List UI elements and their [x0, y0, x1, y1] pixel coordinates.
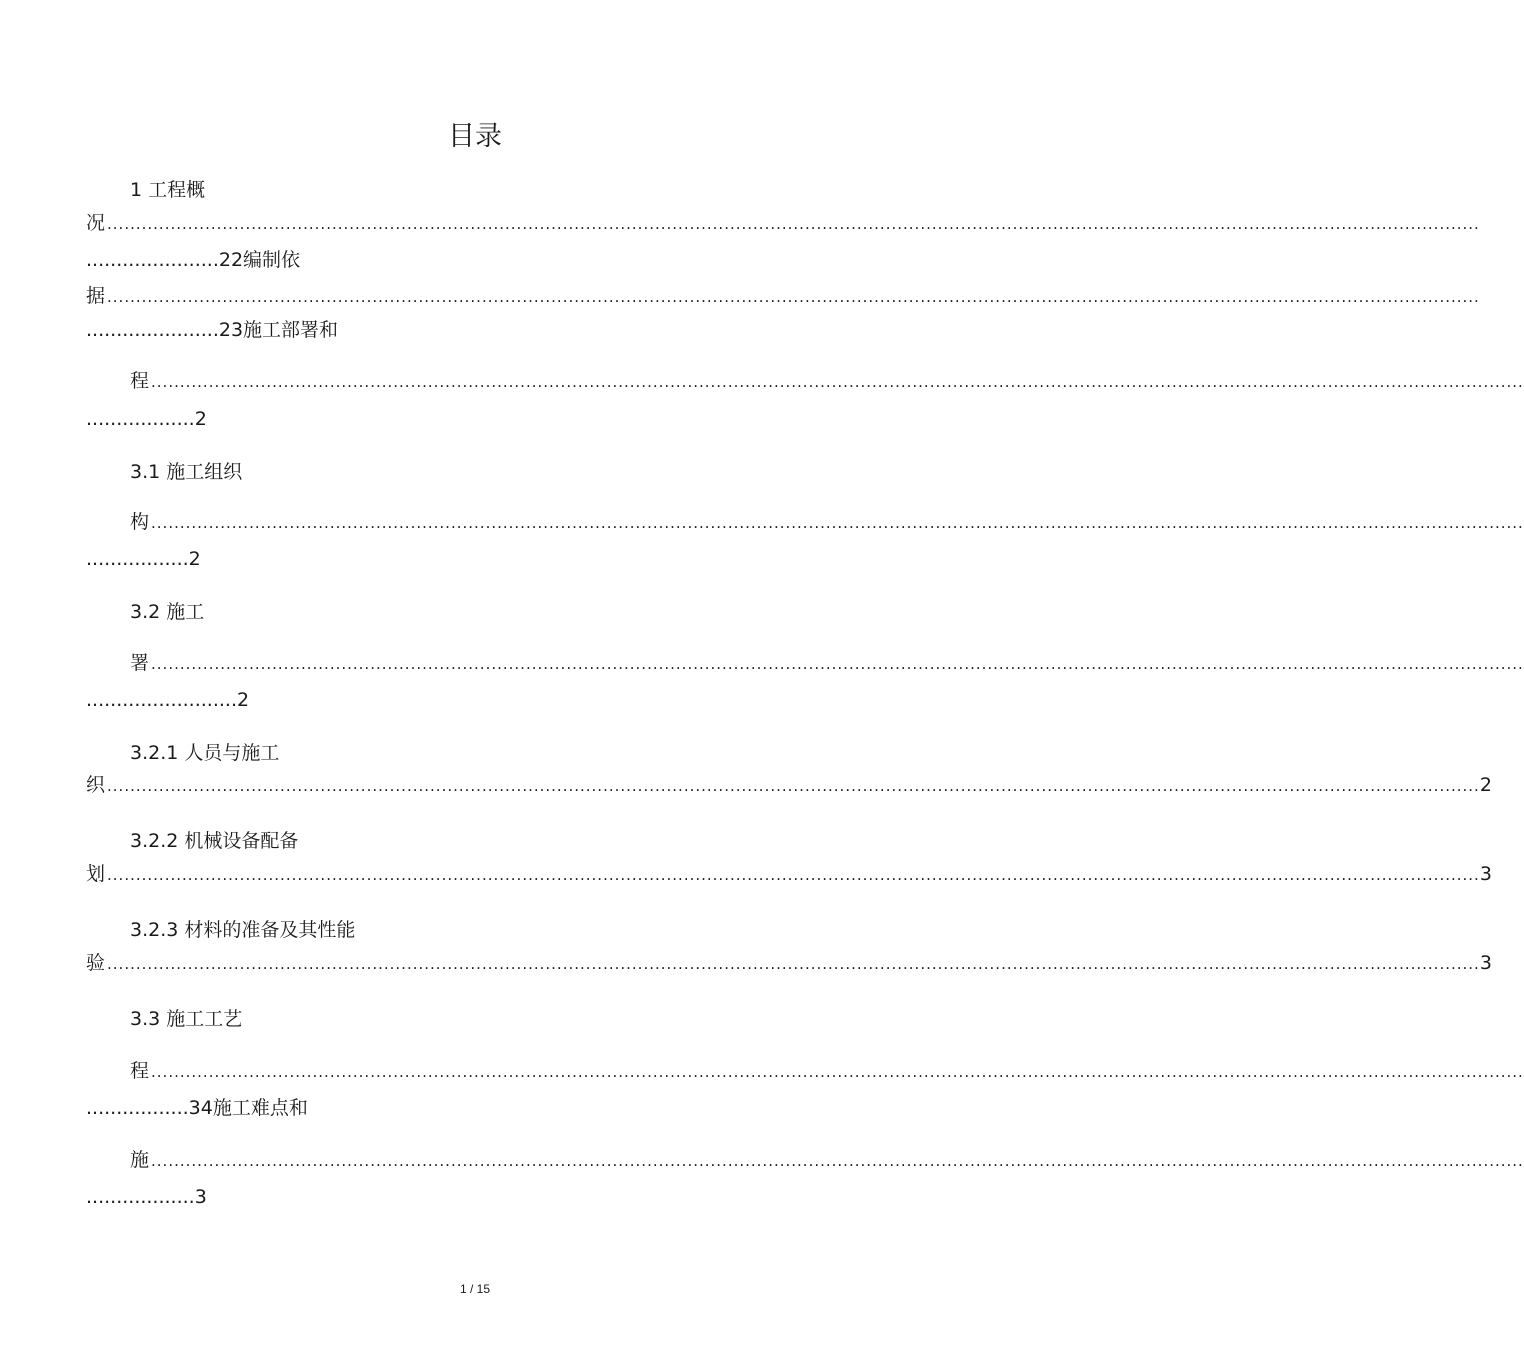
toc-entry-tail: 署 [130, 652, 150, 674]
toc-entry-heading: 3.1 施工组织 [130, 461, 243, 483]
toc-entry-heading: 3.2 施工 [130, 601, 205, 623]
toc-entry-tail: 程 [130, 1060, 150, 1082]
toc-leader-line [130, 369, 1524, 394]
dot-leader: .............................................................................................................................................................................................................................................. [151, 1152, 1524, 1170]
toc-entry-heading: 3.2.2 机械设备配备 [130, 830, 299, 852]
dot-leader: .............................................................................................................................................................................................................................................. [151, 1063, 1524, 1081]
toc-page-number: 3 [1479, 952, 1492, 974]
toc-page-continuation: .........................2 [86, 689, 250, 711]
toc-leader-line [86, 773, 1492, 798]
page-footer-number: 1 / 15 [459, 1282, 491, 1296]
toc-entry-tail: 划 [86, 863, 106, 885]
toc-entry-heading: 3.3 施工工艺 [130, 1008, 243, 1030]
toc-entry-heading: 3.2.1 人员与施工 [130, 742, 280, 764]
dot-leader: .............................................................................................................................................................................................................................................. [151, 373, 1524, 391]
toc-entry-tail: 验 [86, 952, 106, 974]
toc-leader-line [86, 951, 1492, 976]
toc-leader-line [86, 284, 1480, 309]
toc-leader-line [86, 862, 1492, 887]
toc-entry-heading: 1 工程概 [130, 179, 206, 201]
toc-entry-heading: 3.2.3 材料的准备及其性能 [130, 919, 356, 941]
toc-page-continuation: .................2 [86, 548, 201, 570]
toc-entry-tail: 况 [86, 212, 106, 234]
dot-leader: .............................................................................................................................................................................................................................................. [107, 955, 1480, 973]
dot-leader: .............................................................................................................................................................................................................................................. [107, 777, 1480, 795]
toc-page-continuation: ......................22编制依 [86, 249, 301, 271]
dot-leader: .............................................................................................................................................................................................................................................. [107, 288, 1480, 306]
toc-leader-line [130, 1059, 1524, 1084]
toc-title: 目录 [448, 121, 502, 152]
toc-entry-tail: 程 [130, 370, 150, 392]
toc-leader-line [130, 510, 1524, 535]
toc-page-continuation: .................34施工难点和 [86, 1097, 308, 1119]
dot-leader: .............................................................................................................................................................................................................................................. [151, 655, 1524, 673]
toc-entry-tail: 施 [130, 1149, 150, 1171]
toc-page-continuation: ......................23施工部署和 [86, 319, 339, 341]
dot-leader: .............................................................................................................................................................................................................................................. [107, 866, 1480, 884]
toc-entry-tail: 构 [130, 511, 150, 533]
dot-leader: .............................................................................................................................................................................................................................................. [151, 514, 1524, 532]
dot-leader: .............................................................................................................................................................................................................................................. [107, 215, 1480, 233]
toc-page-continuation: ..................2 [86, 408, 207, 430]
toc-leader-line [86, 211, 1480, 236]
toc-page-number: 3 [1479, 863, 1492, 885]
toc-entry-tail: 织 [86, 774, 106, 796]
toc-page-number: 2 [1479, 774, 1492, 796]
toc-leader-line [130, 651, 1524, 676]
toc-entry-tail: 据 [86, 285, 106, 307]
toc-page-continuation: ..................3 [86, 1186, 207, 1208]
toc-leader-line [130, 1148, 1524, 1173]
